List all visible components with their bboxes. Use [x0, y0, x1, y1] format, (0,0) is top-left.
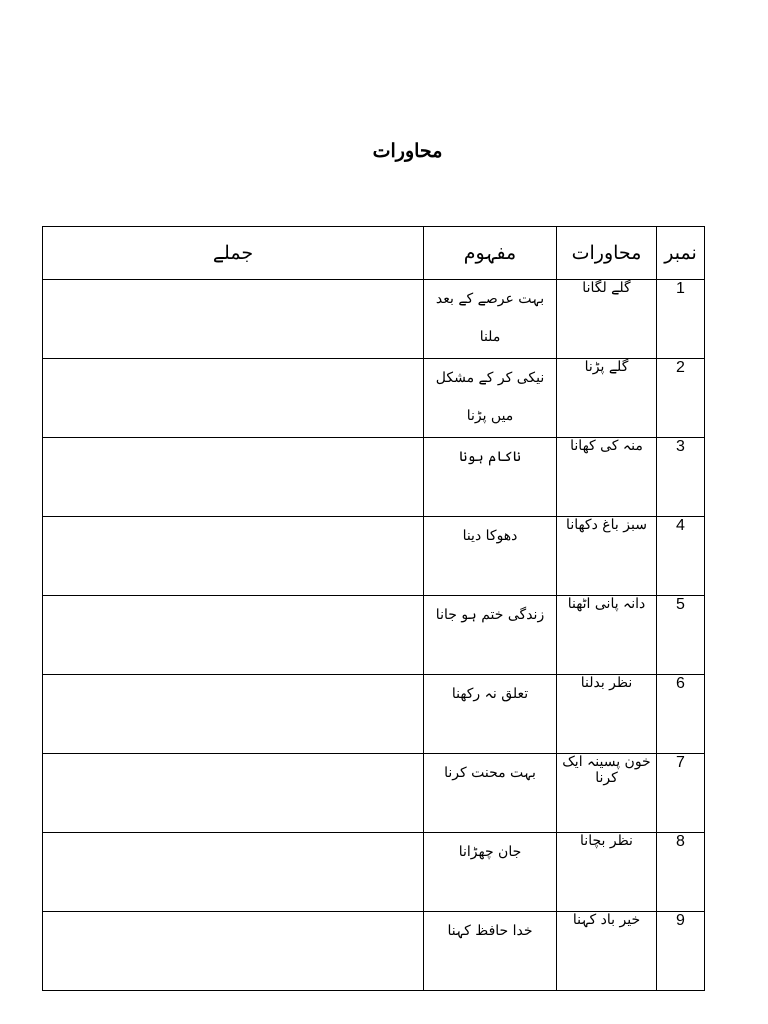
- table-row: [43, 280, 705, 359]
- row-sentence-field[interactable]: [43, 754, 424, 833]
- row-sentence-field[interactable]: [43, 912, 424, 991]
- row-meaning: تعلق نہ رکھنا: [424, 675, 557, 754]
- row-number: 5: [657, 596, 705, 675]
- row-meaning: دھوکا دینا: [424, 517, 557, 596]
- row-number: 2: [657, 359, 705, 438]
- header-number: نمبر: [657, 227, 705, 280]
- table-row: [43, 359, 705, 438]
- table-row: [43, 833, 705, 912]
- row-idiom: خون پسینہ ایک کرنا: [557, 754, 657, 833]
- row-number: 8: [657, 833, 705, 912]
- table-row: [43, 912, 705, 991]
- header-sentence: جملے: [43, 227, 424, 280]
- row-sentence-field[interactable]: [43, 438, 424, 517]
- table-row: [43, 596, 705, 675]
- row-meaning: زندگی ختم ہو جانا: [424, 596, 557, 675]
- row-idiom: خیر باد کہنا: [557, 912, 657, 991]
- row-idiom: نظر بچانا: [557, 833, 657, 912]
- row-idiom: منہ کی کھانا: [557, 438, 657, 517]
- row-number: 7: [657, 754, 705, 833]
- row-meaning: بہت عرصے کے بعد ملنا: [424, 280, 557, 359]
- row-idiom: نظر بدلنا: [557, 675, 657, 754]
- table-row: [43, 754, 705, 833]
- row-number: 1: [657, 280, 705, 359]
- header-idiom: محاورات: [557, 227, 657, 280]
- row-number: 9: [657, 912, 705, 991]
- row-meaning: بہت محنت کرنا: [424, 754, 557, 833]
- page-title: محاورات: [372, 140, 443, 162]
- row-sentence-field[interactable]: [43, 833, 424, 912]
- row-meaning: جان چھڑانا: [424, 833, 557, 912]
- row-sentence-field[interactable]: [43, 596, 424, 675]
- row-sentence-field[interactable]: [43, 359, 424, 438]
- row-idiom: گلے پڑنا: [557, 359, 657, 438]
- row-number: 6: [657, 675, 705, 754]
- table-row: [43, 675, 705, 754]
- row-number: 4: [657, 517, 705, 596]
- row-idiom: سبز باغ دکھانا: [557, 517, 657, 596]
- table-row: [43, 517, 705, 596]
- row-meaning: خدا حافظ کہنا: [424, 912, 557, 991]
- row-meaning: ناکام ہونا: [424, 438, 557, 517]
- row-sentence-field[interactable]: [43, 675, 424, 754]
- row-idiom: گلے لگانا: [557, 280, 657, 359]
- row-meaning: نیکی کر کے مشکل میں پڑنا: [424, 359, 557, 438]
- row-idiom: دانہ پانی اٹھنا: [557, 596, 657, 675]
- table-header-row: [43, 227, 705, 280]
- table-row: [43, 438, 705, 517]
- idioms-table: [42, 226, 705, 991]
- row-sentence-field[interactable]: [43, 517, 424, 596]
- header-meaning: مفہوم: [424, 227, 557, 280]
- row-number: 3: [657, 438, 705, 517]
- row-sentence-field[interactable]: [43, 280, 424, 359]
